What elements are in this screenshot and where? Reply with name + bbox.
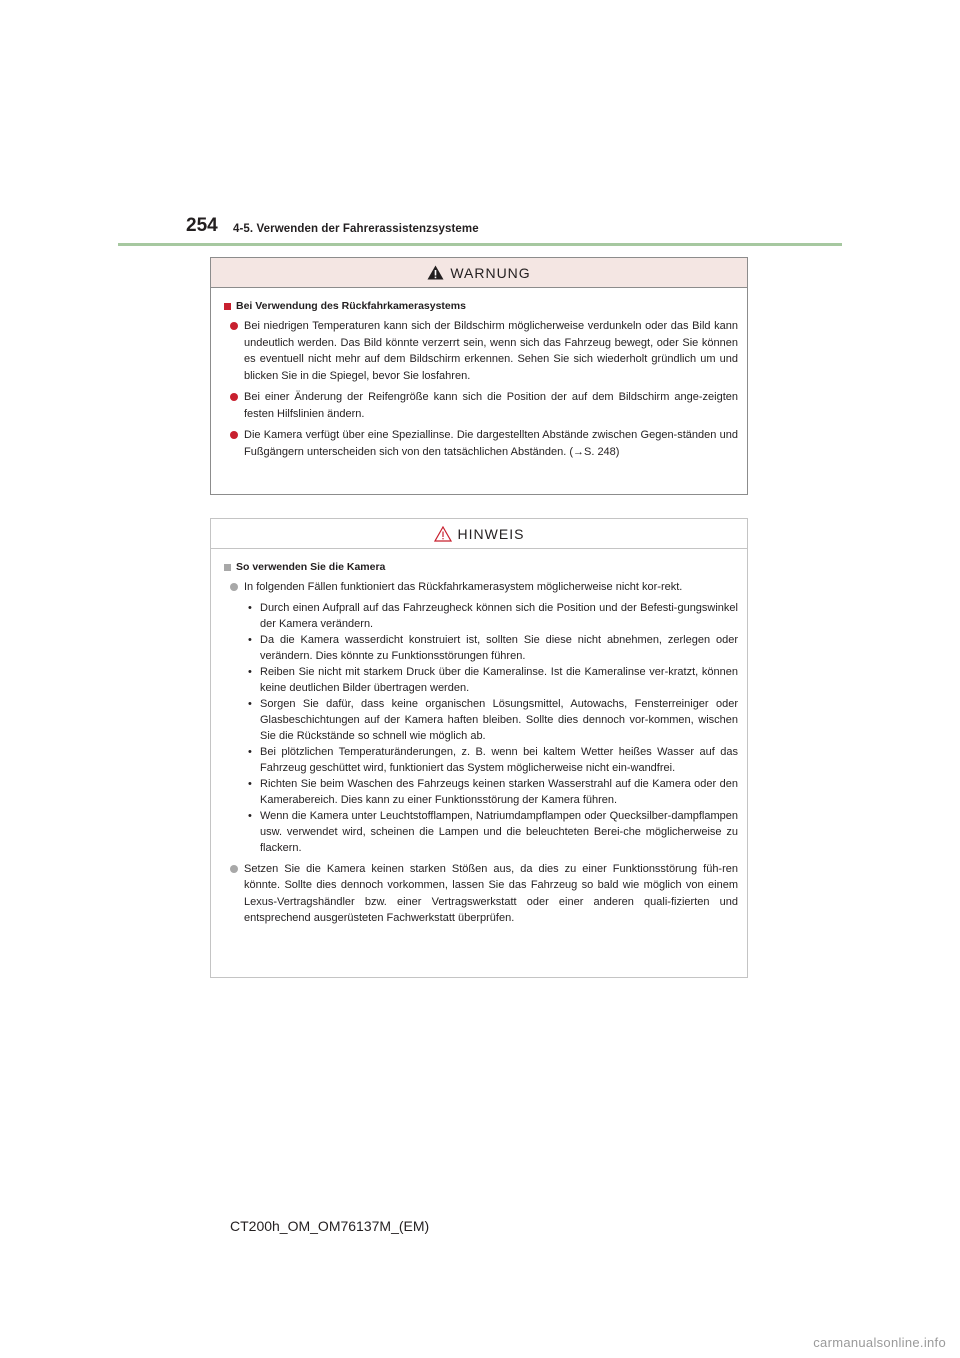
note-item [224, 579, 738, 856]
warning-body [211, 288, 747, 460]
dot-bullet-icon [230, 431, 238, 439]
note-item-text: Setzen Sie die Kamera keinen starken Stößen aus, da dies zu einer Funktionsstörung füh-ren könnte. Sollte dies dennoch vorkommen, lassen Sie das Fahrzeug so bald wie möglich von einem Lexus-Vertragshändler bzw. einer Vertragswerkstatt oder einer anderen quali-fizierten und entsprechend ausgerüsteten Fachwerkstatt überprüfen. [244, 862, 738, 924]
note-item [224, 861, 738, 927]
dot-bullet-icon [230, 322, 238, 330]
square-bullet-icon [224, 564, 231, 571]
note-box [210, 518, 748, 978]
warning-triangle-icon [427, 265, 444, 280]
warning-item [224, 427, 738, 460]
note-body [211, 549, 747, 927]
note-heading-text: So verwenden Sie die Kamera [236, 561, 386, 573]
dot-bullet-icon [230, 393, 238, 401]
warning-item-text: Die Kamera verfügt über eine Speziallinse. Die dargestellten Abstände zwischen Gegen-ständen und Fußgängern unterscheiden sich von den tatsächlichen Abständen. (→S. 248) [244, 429, 738, 458]
list-item: • Da die Kamera wasserdicht konstruiert ist, sollten Sie diese nicht abnehmen, zerlegen oder verändern. Dies könnte zu Funktionsstörungen führen. [248, 633, 738, 662]
document-code: CT200h_OM_OM76137M_(EM) [230, 1218, 430, 1234]
warning-item-text: Bei einer Änderung der Reifengröße kann sich die Position der auf dem Bildschirm ange-zeigten festen Hilfslinien ändern. [244, 391, 738, 420]
caution-triangle-icon [434, 526, 452, 542]
list-item: • Sorgen Sie dafür, dass keine organischen Lösungsmittel, Autowachs, Fensterreiniger oder Glasbeschichtungen auf der Kamera haften bleiben. Sollte dies dennoch vor-kommen, wischen Sie die Rückstände so schnell wie möglich ab. [248, 697, 738, 742]
list-item: • Wenn die Kamera unter Leuchtstofflampen, Natriumdampflampen oder Quecksilber-dampflampen usw. verwendet wird, scheinen die Lampen und die beleuchteten Berei-che möglicherweise zu flackern. [248, 809, 738, 854]
list-item: • Durch einen Aufprall auf das Fahrzeugheck können sich die Position und der Befesti-gungswinkel der Kamera verändern. [248, 601, 738, 630]
note-bullet-list [244, 600, 738, 856]
warning-title: WARNUNG [450, 264, 531, 281]
list-item: • Reiben Sie nicht mit starkem Druck über die Kameralinse. Ist die Kameralinse ver-kratzt, können keine deutlichen Bilder übertragen werden. [248, 665, 738, 694]
note-subheading [224, 561, 738, 573]
dot-bullet-icon [230, 583, 238, 591]
watermark: carmanualsonline.info [813, 1335, 946, 1350]
dot-bullet-icon [230, 865, 238, 873]
note-item-text: In folgenden Fällen funktioniert das Rückfahrkamerasystem möglicherweise nicht kor-rekt. [244, 581, 683, 593]
header-rule [118, 243, 842, 246]
warning-subheading [224, 300, 738, 312]
warning-header [211, 258, 747, 288]
list-item: • Richten Sie beim Waschen des Fahrzeugs keinen starken Wasserstrahl auf die Kamera oder den Kamerabereich. Dies kann zu einer Funktionsstörung der Kamera führen. [248, 777, 738, 806]
warning-item [224, 389, 738, 422]
warning-item [224, 318, 738, 384]
page-number: 254 [186, 215, 218, 236]
note-title: HINWEIS [457, 525, 525, 542]
section-title: 4-5. Verwenden der Fahrerassistenzsysteme [233, 223, 479, 235]
note-header [211, 519, 747, 549]
list-item: • Bei plötzlichen Temperaturänderungen, z. B. wenn bei kaltem Wetter heißes Wasser auf das Fahrzeug geschüttet wird, funktioniert das System möglicherweise nicht ein-wandfrei. [248, 745, 738, 774]
square-bullet-icon [224, 303, 231, 310]
warning-item-text: Bei niedrigen Temperaturen kann sich der Bildschirm möglicherweise verdunkeln oder das Bild kann undeutlich werden. Das Bild könnte verzerrt sein, wenn sich das Fahrzeug bewegt, oder Sie können es eventuell nicht mehr auf dem Bildschirm erkennen. Sehen Sie sich wiederholt gründlich um und blicken Sie in die Spiegel, bevor Sie losfahren. [244, 320, 738, 382]
warning-box [210, 257, 748, 495]
warning-heading-text: Bei Verwendung des Rückfahrkamerasystems [236, 300, 466, 312]
